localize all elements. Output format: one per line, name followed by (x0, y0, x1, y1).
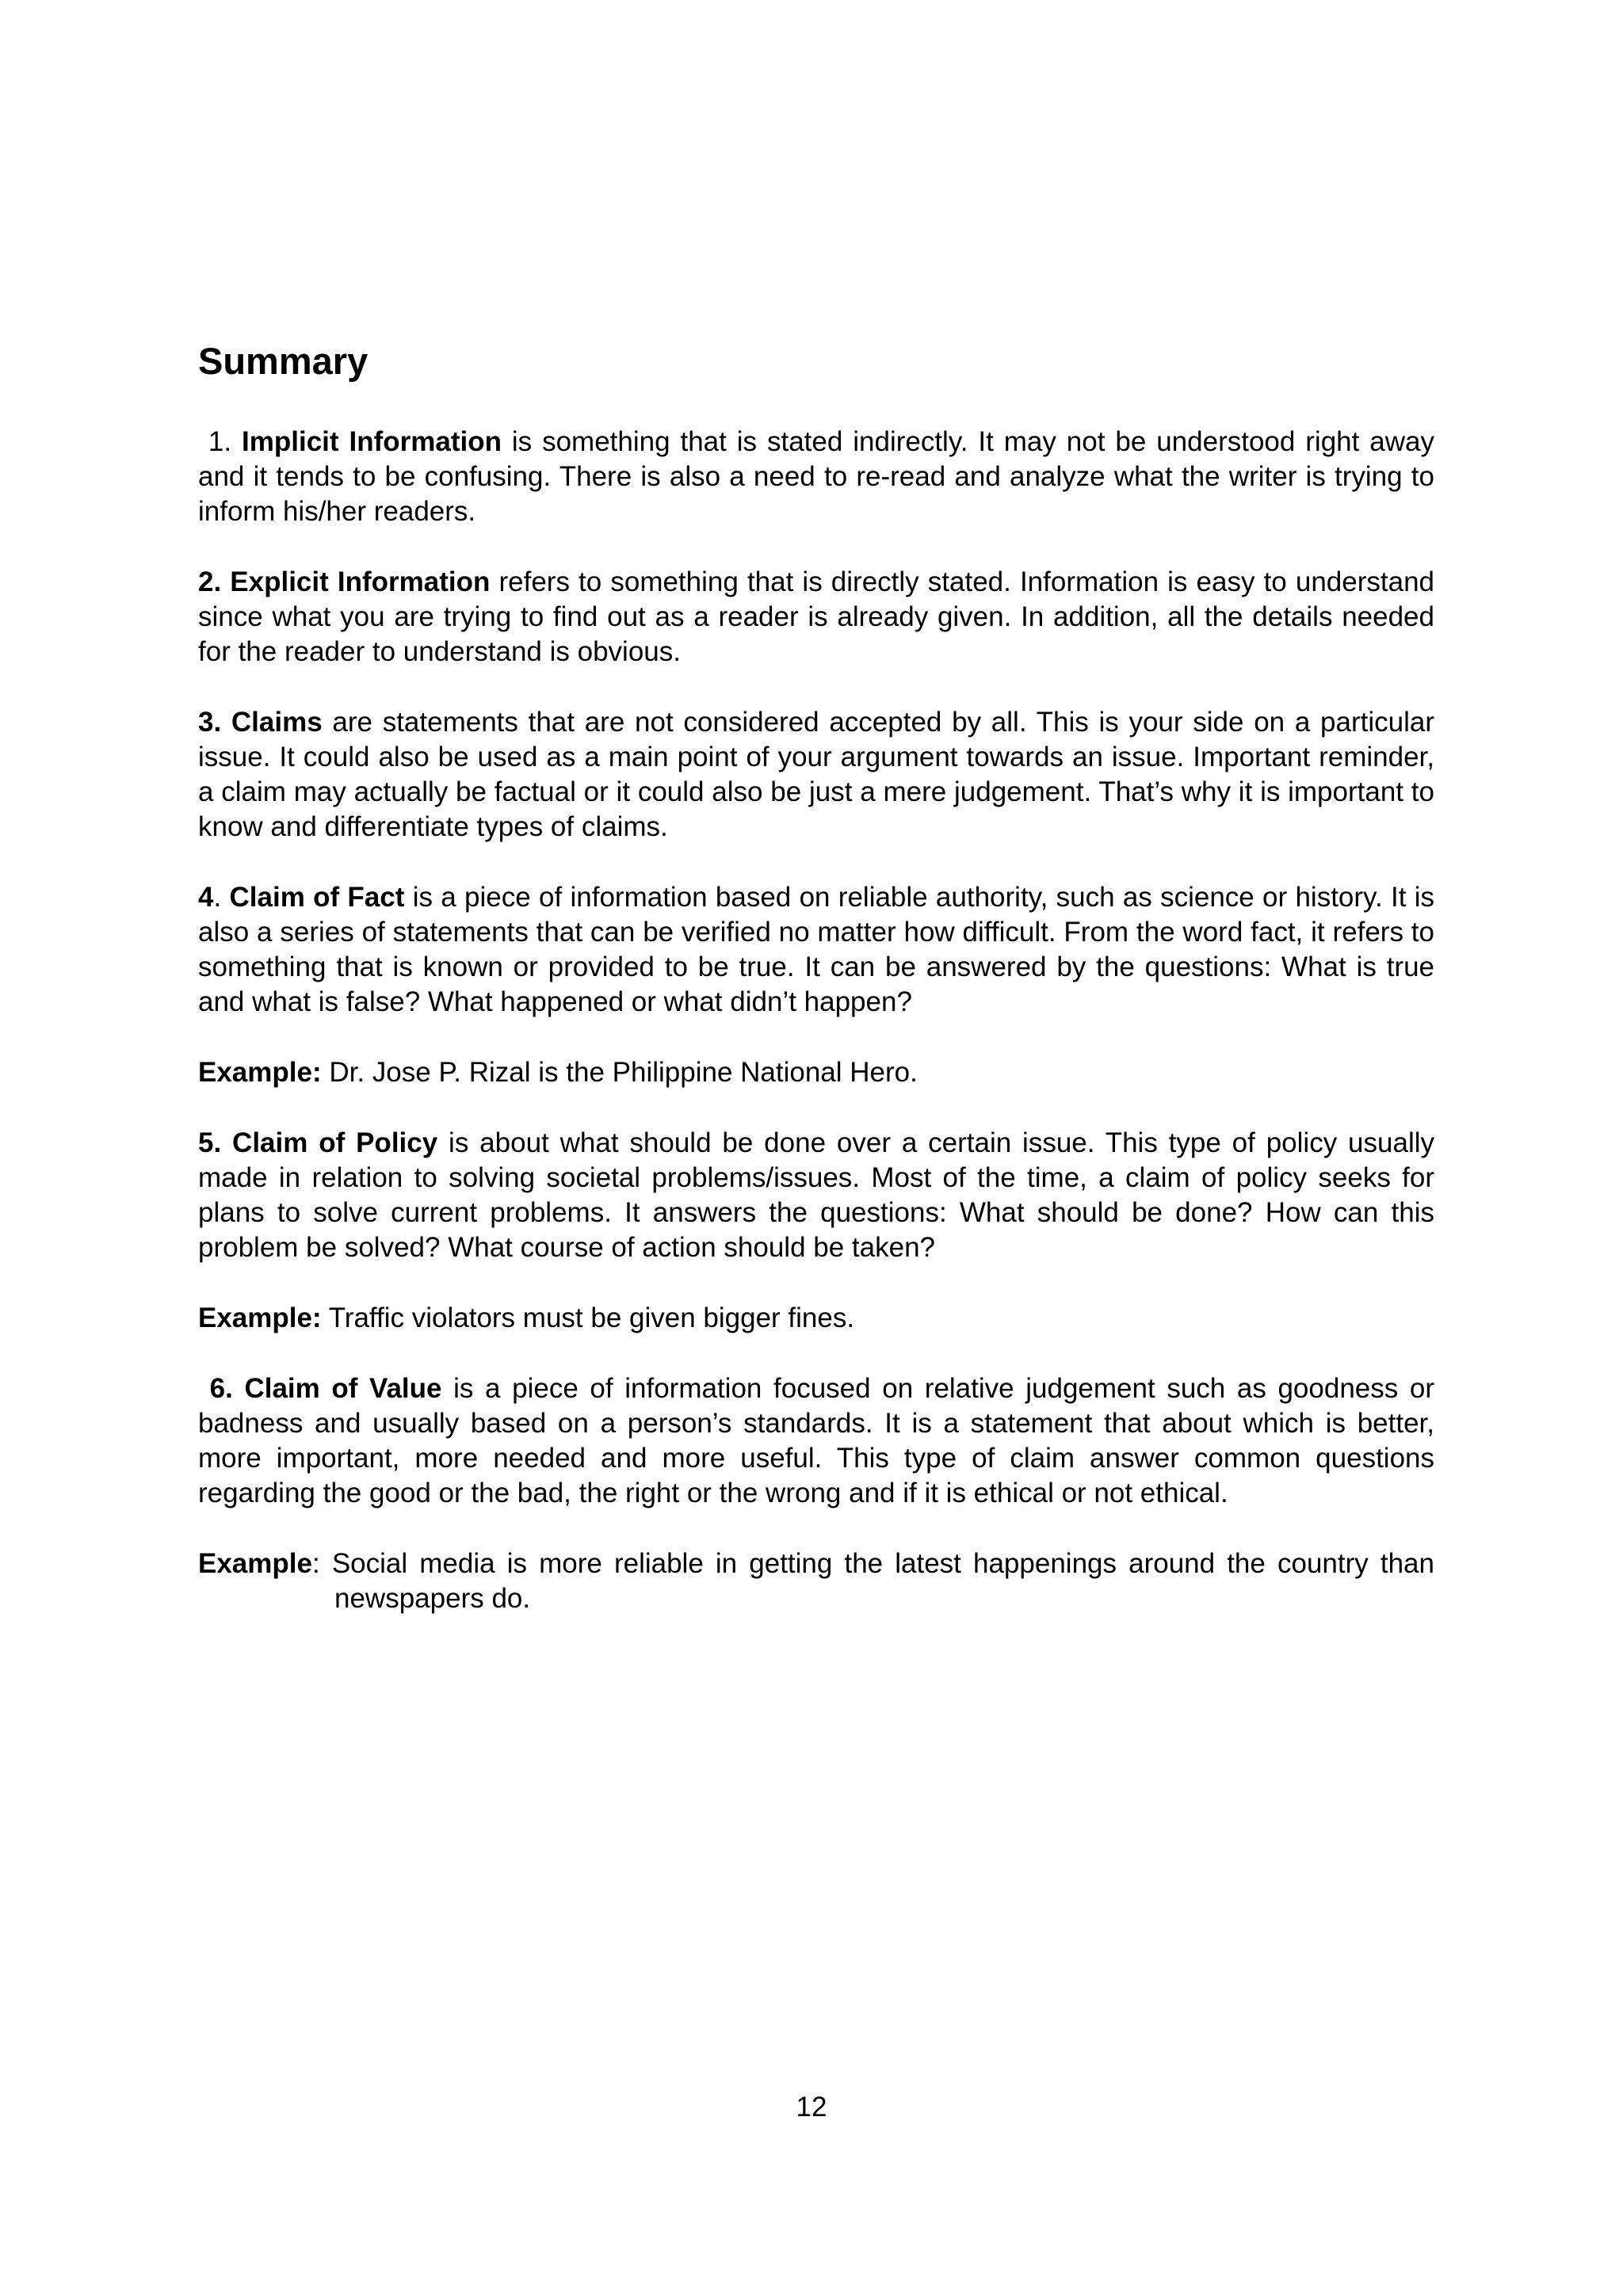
item-body: refers to something that is directly stated. Information is easy to understand since what you are trying to find out as a reader is already given. In addition, all the details needed for the reader to understand is obvious. (198, 566, 1434, 668)
item-term: 3. Claims (198, 707, 323, 738)
summary-item-claim-of-policy (198, 1126, 1434, 1265)
page-title: Summary (198, 340, 369, 382)
example-text: Traffic violators must be given bigger fines. (321, 1302, 855, 1334)
summary-item-explicit-information (198, 565, 1434, 669)
item-body: is a piece of information focused on relative judgement such as goodness or badness and usually based on a person’s standards. It is a statement that about which is better, more important, more needed and more useful. This type of claim answer common questions regarding the good or the bad, the right or the wrong and if it is ethical or not ethical. (198, 1373, 1435, 1509)
example-claim-of-fact (198, 1055, 1434, 1090)
item-term: 2. Explicit Information (198, 566, 491, 598)
example-label: Example: (198, 1302, 322, 1334)
item-term: Claim of Fact (229, 882, 405, 913)
summary-item-claim-of-value (198, 1371, 1434, 1511)
example-text: Social media is more reliable in getting the latest happenings around the country than newspapers do. (319, 1548, 1434, 1615)
example-label: Example (198, 1548, 312, 1580)
item-body: is about what should be done over a certain issue. This type of policy usually made in relation to solving societal problems/issues. Most of the time, a claim of policy seeks for plans to solve current problems. It answers the questions: What should be done? How can this problem be solved? What course of action should be taken? (198, 1127, 1434, 1264)
item-separator: . (213, 882, 230, 913)
example-separator: : (311, 1548, 320, 1580)
item-term: Implicit Information (242, 426, 502, 458)
page-number: 12 (796, 2092, 827, 2122)
item-term: 6. Claim of Value (209, 1373, 442, 1405)
summary-item-claims (198, 705, 1434, 845)
item-body: is a piece of information based on reliable authority, such as science or history. It is also a series of statements that can be verified no matter how difficult. From the word fact, it refers to something that is known or provided to be true. It can be answered by the questions: What is true and what is false? What happened or what didn’t happen? (198, 882, 1434, 1018)
example-text: Dr. Jose P. Rizal is the Philippine National Hero. (321, 1057, 918, 1089)
summary-section (198, 339, 1434, 1652)
example-label: Example: (198, 1057, 322, 1089)
item-lead (198, 1373, 210, 1404)
item-number: 4 (198, 882, 214, 913)
example-claim-of-policy (198, 1301, 1434, 1336)
summary-item-claim-of-fact (198, 880, 1434, 1020)
item-lead: 1. (198, 426, 242, 458)
item-body: is something that is stated indirectly. It may not be understood right away and it tends to be confusing. There is also a need to re-read and analyze what the writer is trying to inform his/her readers. (198, 426, 1434, 528)
example-claim-of-value (198, 1547, 1434, 1616)
summary-item-implicit-information (198, 425, 1434, 529)
item-term: 5. Claim of Policy (198, 1127, 438, 1159)
item-body: are statements that are not considered accepted by all. This is your side on a particular issue. It could also be used as a main point of your argument towards an issue. Important reminder, a claim may actually be factual or it could also be just a mere judgement. That’s why it is important to know and differentiate types of claims. (198, 707, 1434, 843)
